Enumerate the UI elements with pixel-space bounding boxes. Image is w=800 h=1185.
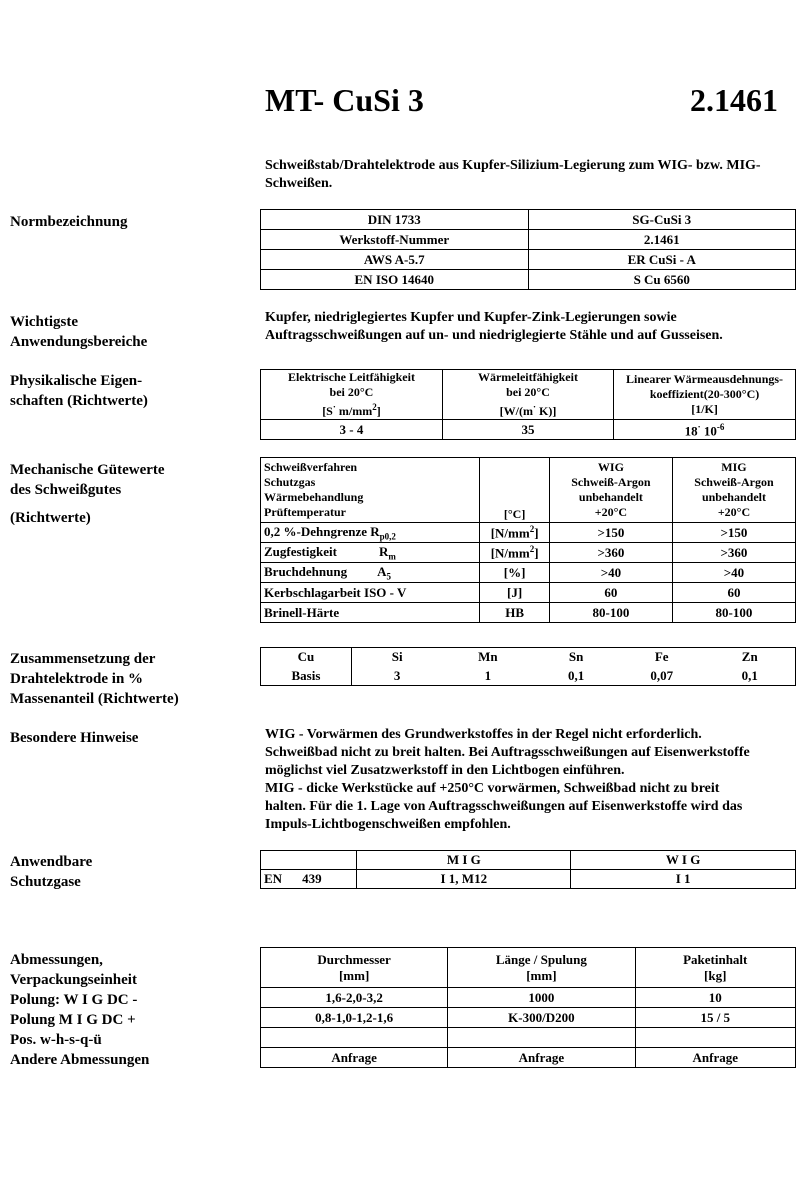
table-cell: 80-100 [549,603,672,623]
intro-line: Schweißen. [265,176,333,191]
norm-label: Normbezeichnung [10,214,128,230]
table-cell: 0,1 [705,667,796,686]
material-number: 2.1461 [690,82,778,118]
text-line: MIG - dicke Werkstücke auf +250°C vorwärmen, Schweißbad nicht zu breit [265,781,720,796]
text-line: Schweißbad nicht zu breit halten. Bei Auftragsschweißungen auf Eisenwerkstoffe [265,745,750,760]
table-row [261,370,796,420]
table-row [261,210,796,230]
table-row [261,543,796,563]
table-cell: 3 [351,667,442,686]
table-row [261,230,796,250]
table-row [261,458,796,523]
text-line: halten. Für die 1. Lage von Auftragsschweißungen auf Eisenwerkstoffe wird das [265,799,743,814]
label-line: Pos. w-h-s-q-ü [10,1032,102,1048]
table-cell: [J] [480,583,550,603]
table-cell [448,1028,635,1048]
text-line: WIG - Vorwärmen des Grundwerkstoffes in der Regel nicht erforderlich. [265,727,702,742]
label-line: (Richtwerte) [10,510,91,526]
header-line: WIG [597,460,624,474]
table-row [261,667,796,686]
table-cell: Kerbschlagarbeit ISO - V [261,583,480,603]
table-cell: Basis [261,667,352,686]
header-line: Paketinhalt [683,951,748,967]
table-cell: Anfrage [448,1048,635,1068]
header-line: Wärmebehandlung [264,490,364,504]
table-cell: 0,2 %-Dehngrenze $R_{p0,2}$ [261,523,480,543]
label-line: Massenanteil (Richtwerte) [10,691,179,707]
table-cell: Brinell-Härte [261,603,480,623]
table-header [614,370,796,420]
table-header [448,948,635,988]
header-line: Schutzgas [264,475,316,489]
composition-table [260,647,796,686]
table-header: Sn [533,648,619,667]
table-cell: >40 [672,563,795,583]
table-header [672,458,795,523]
table-cell: 2.1461 [528,230,796,250]
table-row [261,270,796,290]
header-line: Elektrische Leitfähigkeit [287,370,415,384]
label-line: Abmessungen, [10,952,103,968]
header-line: Schweißverfahren [264,460,358,474]
table-cell: 15 / 5 [635,1008,796,1028]
table-cell: >150 [549,523,672,543]
table-cell: Anfrage [261,1048,448,1068]
header-line: bei 20°C [329,385,374,399]
table-row [261,870,796,889]
table-cell: 0,1 [533,667,619,686]
table-cell: $[N/mm^2]$ [480,543,550,563]
schutzgase-table [260,850,796,889]
label-line: schaften (Richtwerte) [10,393,148,409]
text-line: Impuls-Lichtbogenschweißen empfohlen. [265,817,511,832]
anwendung-label [10,312,147,352]
table-cell: I 1, M12 [357,870,571,889]
table-header [635,948,796,988]
table-cell: S Cu 6560 [528,270,796,290]
table-row [261,648,796,667]
table-cell: EN 439 [261,870,357,889]
label-line: Drahtelektrode in % [10,671,144,687]
header-line: Prüftemperatur [264,505,346,519]
abmessungen-label [10,950,149,1070]
table-cell: >150 [672,523,795,543]
table-cell: Bruchdehnung $A_5$ [261,563,480,583]
table-cell: 80-100 [672,603,795,623]
text-line: möglichst viel Zusatzwerkstoff in den Lichtbogen einführen. [265,763,625,778]
table-header [261,458,480,523]
label-line: Mechanische Gütewerte [10,462,165,478]
table-cell: SG-CuSi 3 [528,210,796,230]
table-cell: HB [480,603,550,623]
header-line: Länge / Spulung [495,951,587,967]
table-cell: [%] [480,563,550,583]
header-line: [mm] [526,967,557,983]
header-line: +20°C [594,505,628,519]
table-cell [635,1028,796,1048]
table-cell: 0,8-1,0-1,2-1,6 [261,1008,448,1028]
label-line: Anwendbare [10,854,93,870]
label-line: Andere Abmessungen [10,1052,150,1068]
header-line: bei 20°C [506,385,550,399]
label-line: Polung: W I G DC - [10,992,138,1008]
table-row [261,1048,796,1068]
table-cell: K-300/D200 [448,1008,635,1028]
table-row [261,1008,796,1028]
label-line: Polung M I G DC + [10,1012,136,1028]
table-cell: 35 [442,420,613,440]
header-unit: [1/K] [691,402,718,416]
table-cell [261,851,357,870]
table-cell: Zugfestigkeit $R_m$ [261,543,480,563]
table-cell: 60 [672,583,795,603]
label-line: Physikalische Eigen- [10,373,143,389]
table-row [261,1028,796,1048]
table-header: W I G [571,851,796,870]
header-line: [mm] [338,967,370,983]
label-line: Wichtigste [10,314,79,330]
table-header: M I G [357,851,571,870]
table-cell: 18· $10^{-6}$ [614,420,796,440]
table-cell: AWS A-5.7 [261,250,529,270]
table-cell: 60 [549,583,672,603]
table-cell: 1,6-2,0-3,2 [261,988,448,1008]
table-row [261,250,796,270]
header-line: unbehandelt [701,490,766,504]
table-cell: 1 [442,667,533,686]
header-line: koeffizient(20-300°C) [649,387,760,401]
header-line: Linearer Wärmeausdehnungs- [626,372,784,386]
mech-table [260,457,796,623]
table-cell: >360 [672,543,795,563]
header-unit: [W/(m· K)] [499,402,557,418]
table-row [261,563,796,583]
physik-label [10,371,148,411]
header-line: +20°C [717,505,751,519]
table-header: Fe [619,648,705,667]
table-header: Cu [261,648,352,667]
table-cell: DIN 1733 [261,210,529,230]
header-unit: [S· $m/mm^2$] [322,402,381,418]
table-cell: ER CuSi - A [528,250,796,270]
header-line: Wärmeleitfähigkeit [477,370,578,384]
label-line: Schutzgase [10,874,81,890]
table-row [261,851,796,870]
schutzgase-label [10,852,92,892]
table-header [261,370,443,420]
table-header: [°C] [480,458,550,523]
header-line: Schweiß-Argon [694,475,774,489]
table-cell: >360 [549,543,672,563]
abmessungen-table [260,947,796,1068]
anwendung-text [265,309,795,345]
label-line: des Schweißgutes [10,482,122,498]
table-cell: EN ISO 14640 [261,270,529,290]
table-header: Mn [442,648,533,667]
label-line: Zusammensetzung der [10,651,156,667]
table-header [261,948,448,988]
table-row [261,603,796,623]
zusammensetzung-label [10,649,179,709]
table-row [261,583,796,603]
table-cell: 3 - 4 [261,420,443,440]
table-row [261,948,796,988]
table-cell: $[N/mm^2]$ [480,523,550,543]
label-line: Anwendungsbereiche [10,334,148,350]
table-cell: >40 [549,563,672,583]
header-line: unbehandelt [578,490,643,504]
header-line: Durchmesser [317,951,391,967]
header-line: Schweiß-Argon [571,475,651,489]
table-row [261,988,796,1008]
norm-table [260,209,796,290]
table-cell [261,1028,448,1048]
table-header: Si [351,648,442,667]
table-cell: I 1 [571,870,796,889]
table-header [442,370,613,420]
table-cell: Anfrage [635,1048,796,1068]
table-header: Zn [705,648,796,667]
product-title: MT- CuSi 3 [265,82,424,118]
intro-line: Schweißstab/Drahtelektrode aus Kupfer-Silizium-Legierung zum WIG- bzw. MIG- [265,158,761,173]
hinweise-text [265,726,795,834]
mech-label [10,460,165,528]
hinweise-label: Besondere Hinweise [10,730,139,746]
text-line: Auftragsschweißungen auf un- und niedriglegierte Stähle und auf Gusseisen. [265,328,723,343]
header-line: MIG [721,460,747,474]
table-row [261,523,796,543]
physik-table [260,369,796,440]
table-cell: Werkstoff-Nummer [261,230,529,250]
header-line: [kg] [704,967,727,983]
text-line: Kupfer, niedriglegiertes Kupfer und Kupfer-Zink-Legierungen sowie [265,310,677,325]
table-row [261,420,796,440]
table-cell: 10 [635,988,796,1008]
intro-text [265,157,795,193]
table-cell: 0,07 [619,667,705,686]
label-line: Verpackungseinheit [10,972,137,988]
table-cell: 1000 [448,988,635,1008]
table-header [549,458,672,523]
